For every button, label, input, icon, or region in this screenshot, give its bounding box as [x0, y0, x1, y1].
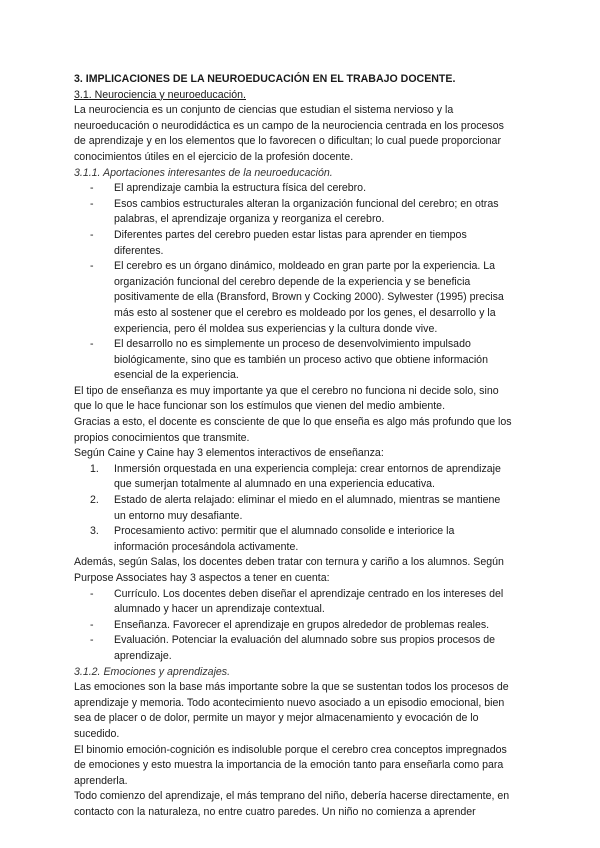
- aportaciones-list: [74, 181, 512, 384]
- paragraph: Según Caine y Caine hay 3 elementos interactivos de enseñanza:: [74, 447, 384, 460]
- paragraph: Todo comienzo del aprendizaje, el más temprano del niño, debería hacerse directamente, en contacto con la naturaleza, no entre cuatro paredes. Un niño no comienza a aprender: [74, 790, 510, 818]
- elementos-list: [74, 462, 512, 556]
- list-item: - Currículo. Los docentes deben diseñar el aprendizaje centrado en los intereses del alumnado y hacer un aprendizaje contextual.: [90, 587, 504, 616]
- paragraph: La neurociencia es un conjunto de ciencias que estudian el sistema nervioso y la neuroeducación o neurodidáctica es un campo de la neurociencia centrada en los procesos de aprendizaje y en los elementos que lo favorecen o dificultan; lo cual puede proporcionar conocimientos útiles en el ejercicio de la profesión docente.: [74, 104, 504, 163]
- bullet-dash: -: [90, 260, 94, 273]
- paragraph: Las emociones son la base más importante sobre la que se sustentan todos los procesos de aprendizaje y memoria. Todo acontecimiento nuevo asociado a un episodio emocional, bien sea de placer o de dolor, permite un mayor y mejor almacenamiento y evocación de lo sucedido.: [74, 681, 509, 740]
- aspectos-list: [74, 587, 512, 665]
- bullet-dash: -: [90, 634, 94, 647]
- bullet-dash: -: [90, 197, 94, 210]
- list-item: - Enseñanza. Favorecer el aprendizaje en grupos alrededor de problemas reales.: [74, 618, 512, 634]
- paragraph: El binomio emoción-cognición es indisoluble porque el cerebro crea conceptos impregnados de emociones y esto muestra la importancia de la emoción tanto para enseñarla como para aprenderla.: [74, 743, 507, 787]
- paragraph: Gracias a esto, el docente es consciente de que lo que enseña es algo más profundo que los propios conocimientos que transmite.: [74, 416, 512, 444]
- bullet-dash: -: [90, 182, 94, 195]
- bullet-dash: -: [90, 338, 94, 351]
- paragraph: El tipo de enseñanza es muy importante ya que el cerebro no funciona ni decide solo, sino que lo que le hace funcionar son los estímulos que vienen del medio ambiente.: [74, 384, 499, 413]
- bullet-dash: -: [90, 618, 94, 631]
- bullet-dash: -: [90, 587, 94, 600]
- list-item: - El cerebro es un órgano dinámico, moldeado en gran parte por la experiencia. La organización funcional del cerebro depende de la experiencia y se beneficia positivamente de ella (Bransford, Brown y Cocking 2000). Sylwester (1995) precisa más esto al sostener que el cerebro es moldeado por los genes, el desarrollo y la experiencia, pero él moldea sus experiencias y la cultura donde vive.: [90, 260, 504, 335]
- section-title: 3. IMPLICACIONES DE LA NEUROEDUCACIÓN EN EL TRABAJO DOCENTE.: [74, 73, 456, 85]
- bullet-dash: -: [90, 228, 94, 241]
- list-item: 2. Estado de alerta relajado: eliminar el miedo en el alumnado, mientras se mantiene un entorno muy desafiante.: [90, 494, 501, 522]
- list-item: - Diferentes partes del cerebro pueden estar listas para aprender en tiempos diferentes.: [90, 228, 467, 257]
- subsection-title: 3.1. Neurociencia y neuroeducación.: [74, 88, 246, 101]
- list-item: 3. Procesamiento activo: permitir que el alumnado consolide e interiorice la información procesándola activamente.: [90, 525, 455, 553]
- subsubsection-title: 3.1.1. Aportaciones interesantes de la neuroeducación.: [74, 166, 333, 179]
- list-item: - Evaluación. Potenciar la evaluación del alumnado sobre sus propios procesos de aprendizaje.: [90, 634, 496, 662]
- subsubsection-title: 3.1.2. Emociones y aprendizajes.: [74, 665, 231, 678]
- list-item: - Esos cambios estructurales alteran la organización funcional del cerebro; en otras palabras, el aprendizaje organiza y reorganiza el cerebro.: [90, 197, 499, 226]
- list-item: 1. Inmersión orquestada en una experiencia compleja: crear entornos de aprendizaje que sumerjan totalmente al alumnado en una experiencia educativa.: [90, 462, 501, 491]
- paragraph: Además, según Salas, los docentes deben tratar con ternura y cariño a los alumnos. Según Purpose Associates hay 3 aspectos a tener en cuenta:: [74, 556, 504, 584]
- list-item: - El aprendizaje cambia la estructura física del cerebro.: [74, 181, 512, 197]
- list-item: - El desarrollo no es simplemente un proceso de desenvolvimiento impulsado biológicamente, sino que es también un proceso activo que obtiene información esencial de la experiencia.: [90, 338, 488, 382]
